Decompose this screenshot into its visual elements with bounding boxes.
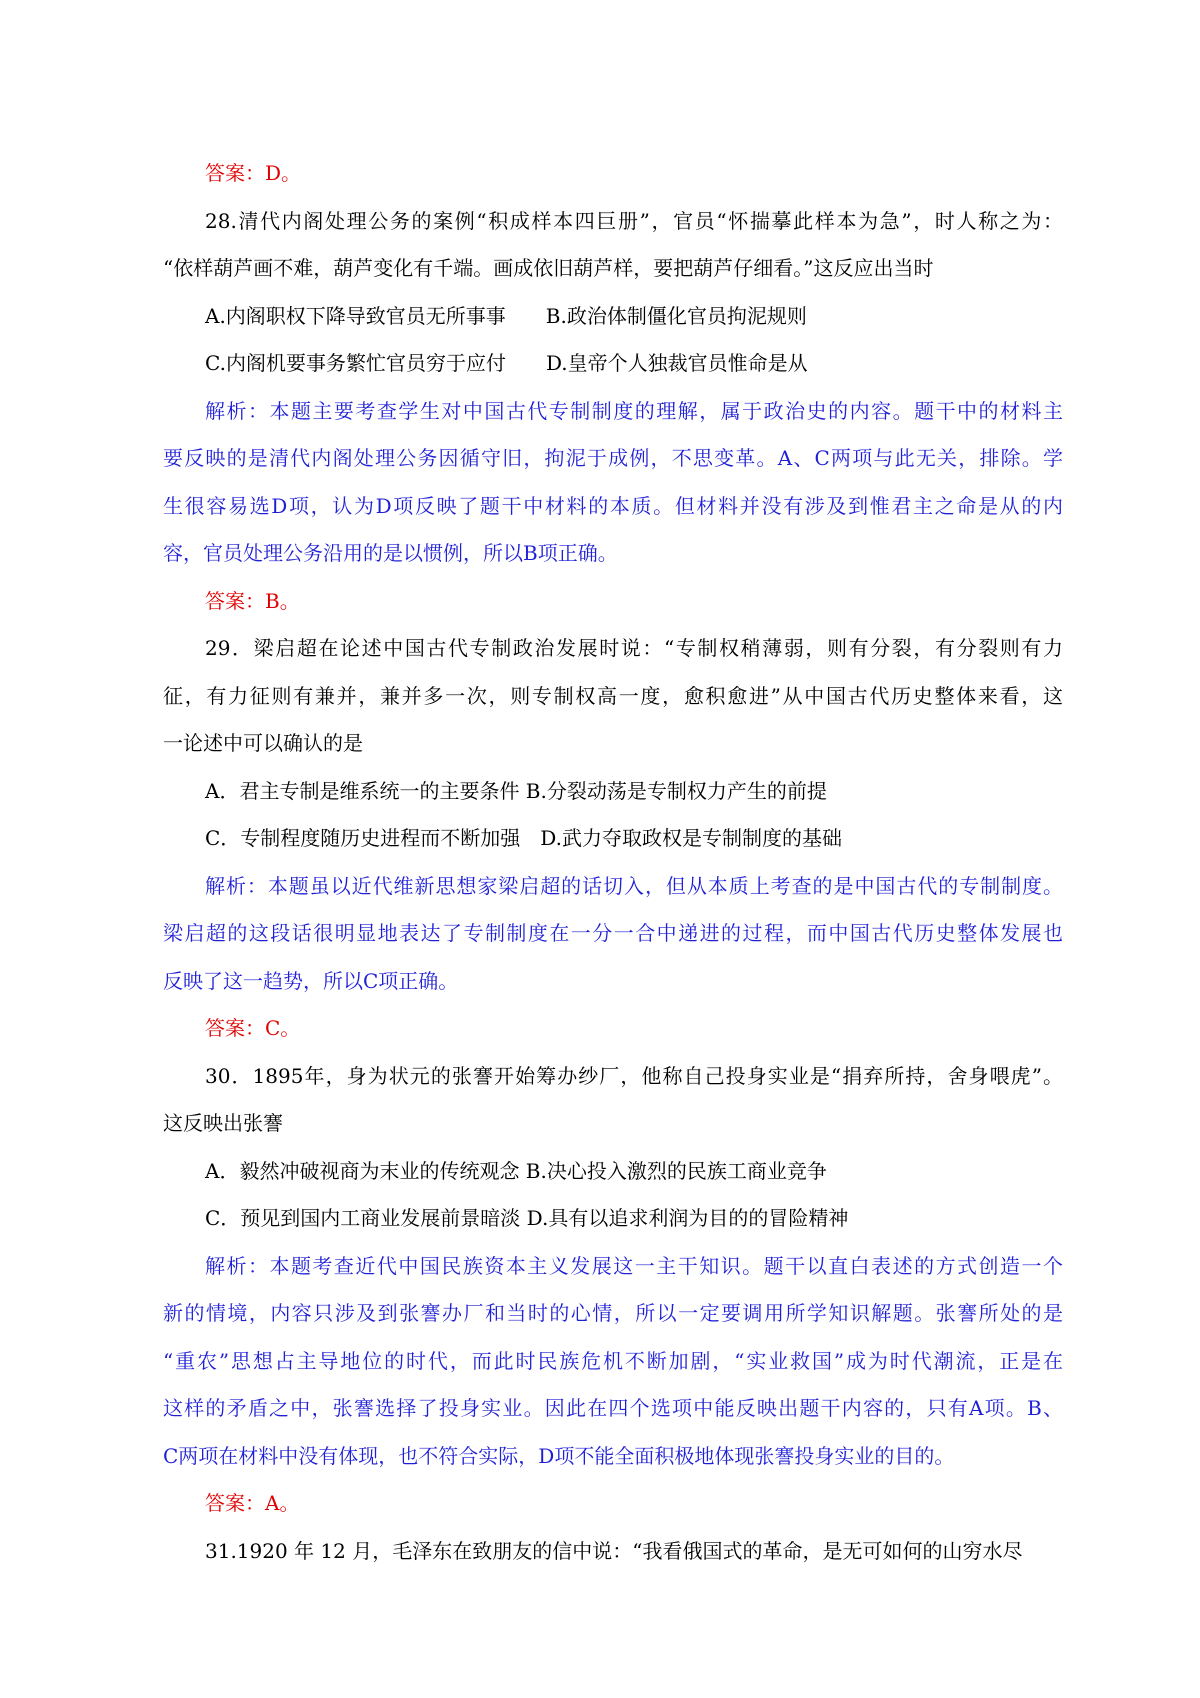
question-line: 29．梁启超在论述中国古代专制政治发展时说：“专制权稍薄弱，则有分裂，有分裂则有力 [205,636,1063,660]
analysis-block [163,863,1063,1006]
analysis-line: 这样的矛盾之中，张謇选择了投身实业。因此在四个选项中能反映出题干内容的，只有A项。B、 [163,1396,1063,1420]
options-line: A．君主专制是维系统一的主要条件 B.分裂动荡是专制权力产生的前提 [205,778,827,803]
options-block [163,293,1063,388]
question-line: 30．1895年，身为状元的张謇开始筹办纱厂，他称自己投身实业是“捐弃所持，舍身喂虎”。 [205,1063,1063,1088]
options-line: A．毅然冲破视商为末业的传统观念 B.决心投入激烈的民族工商业竞争 [205,1158,827,1183]
question-block [163,1053,1063,1148]
answer-block [163,150,1063,198]
options-line: C．预见到国内工商业发展前景暗淡 D.具有以追求利润为目的的冒险精神 [205,1206,849,1230]
analysis-block [163,1243,1063,1481]
analysis-line: 解析：本题虽以近代维新思想家梁启超的话切入，但从本质上考查的是中国古代的专制制度。 [205,873,1063,898]
question-block [163,625,1063,768]
analysis-line: 梁启超的这段话很明显地表达了专制制度在一分一合中递进的过程，而中国古代历史整体发展也 [163,921,1063,945]
analysis-line: 容，官员处理公务沿用的是以惯例，所以B项正确。 [163,541,618,565]
answer-block [163,1005,1063,1053]
options-line: C.内阁机要事务繁忙官员穷于应付 D.皇帝个人独裁官员惟命是从 [205,351,808,375]
answer-line: 答案：A。 [205,1491,300,1515]
answer-line: 答案：D。 [205,161,302,185]
answer-block [163,578,1063,626]
question-line: 31.1920 年 12 月，毛泽东在致朋友的信中说：“我看俄国式的革命，是无可如何的山穷水尽 [205,1538,1023,1563]
answer-line: 答案：C。 [205,1016,301,1040]
question-block [163,198,1063,293]
question-block [163,1528,1063,1576]
question-line: 这反映出张謇 [163,1111,283,1135]
options-block [163,768,1063,863]
analysis-line: C两项在材料中没有体现，也不符合实际，D项不能全面积极地体现张謇投身实业的目的。 [163,1443,955,1468]
answer-line: 答案：B。 [205,588,300,613]
analysis-block [163,388,1063,578]
analysis-line: 解析：本题主要考查学生对中国古代专制制度的理解，属于政治史的内容。题干中的材料主 [205,398,1063,423]
analysis-line: 要反映的是清代内阁处理公务因循守旧，拘泥于成例，不思变革。A、C两项与此无关，排除。学 [163,446,1063,470]
question-line: 28.清代内阁处理公务的案例“积成样本四巨册”，官员“怀揣摹此样本为急”，时人称之为： [205,208,1063,233]
options-line: A.内阁职权下降导致官员无所事事 B.政治体制僵化官员拘泥规则 [205,303,807,328]
analysis-line: 解析：本题考查近代中国民族资本主义发展这一主干知识。题干以直白表述的方式创造一个 [205,1253,1063,1278]
question-line: “依样葫芦画不难，葫芦变化有千端。画成依旧葫芦样，要把葫芦仔细看。”这反应出当时 [163,256,934,280]
options-line: C．专制程度随历史进程而不断加强 D.武力夺取政权是专制制度的基础 [205,826,842,850]
answer-block [163,1480,1063,1528]
options-block [163,1148,1063,1243]
question-line: 征，有力征则有兼并，兼并多一次，则专制权高一度，愈积愈进”从中国古代历史整体来看，这 [163,683,1063,708]
document-body [163,150,1063,1575]
analysis-line: 新的情境，内容只涉及到张謇办厂和当时的心情，所以一定要调用所学知识解题。张謇所处的是 [163,1301,1063,1325]
analysis-line: “重农”思想占主导地位的时代，而此时民族危机不断加剧，“实业救国”成为时代潮流，正是在 [163,1348,1063,1373]
question-line: 一论述中可以确认的是 [163,731,363,755]
analysis-line: 反映了这一趋势，所以C项正确。 [163,968,459,993]
analysis-line: 生很容易选D项，认为D项反映了题干中材料的本质。但材料并没有涉及到惟君主之命是从的内 [163,493,1063,518]
